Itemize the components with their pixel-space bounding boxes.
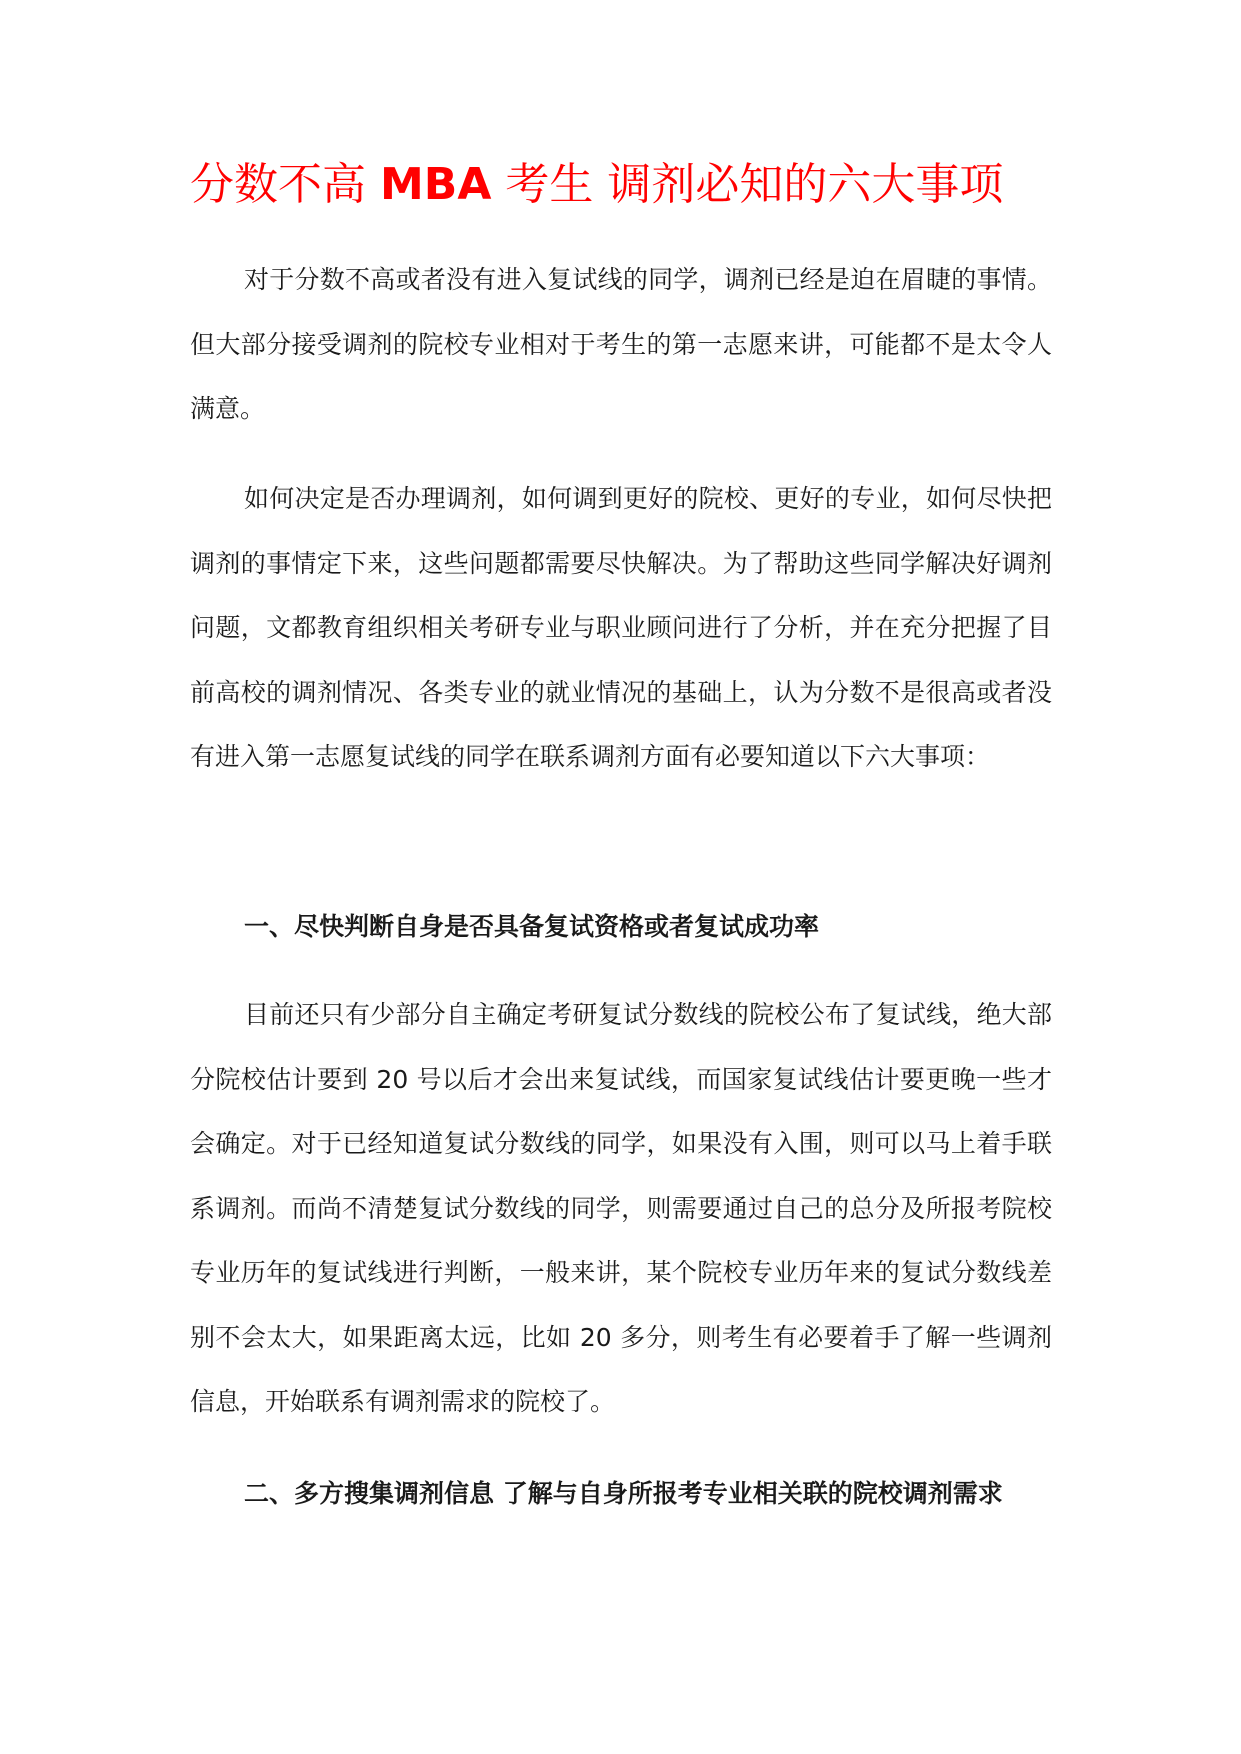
- title-text-part1: 分数不高: [190, 159, 380, 210]
- section-heading-2: 二、多方搜集调剂信息 了解与自身所报考专业相关联的院校调剂需求: [244, 1479, 1003, 1508]
- paragraph-intro: 对于分数不高或者没有进入复试线的同学，调剂已经是迫在眉睫的事情。但大部分接受调剂的院校专业相对于考生的第一志愿来讲，可能都不是太令人满意。: [190, 265, 1052, 423]
- document-title: [190, 150, 1090, 220]
- paragraph-overview: 如何决定是否办理调剂，如何调到更好的院校、更好的专业，如何尽快把调剂的事情定下来，这些问题都需要尽快解决。为了帮助这些同学解决好调剂问题，文都教育组织相关考研专业与职业顾问进行了分析，并在充分把握了目前高校的调剂情况、各类专业的就业情况的基础上，认为分数不是很高或者没有进入第一志愿复试线的同学在联系调剂方面有必要知道以下六大事项：: [190, 484, 1052, 771]
- title-text-mba: MBA: [380, 159, 492, 210]
- title-text-part2: 考生 调剂必知的六大事项: [491, 159, 1004, 210]
- paragraph-section-1: 目前还只有少部分自主确定考研复试分数线的院校公布了复试线，绝大部分院校估计要到 20 号以后才会出来复试线，而国家复试线估计要更晚一些才会确定。对于已经知道复试分数线的同学，如果没有入围，则可以马上着手联系调剂。而尚不清楚复试分数线的同学，则需要通过自己的总分及所报考院校专业历年的复试线进行判断，一般来讲，某个院校专业历年来的复试分数线差别不会太大，如果距离太远，比如 20 多分，则考生有必要着手了解一些调剂信息，开始联系有调剂需求的院校了。: [190, 1000, 1052, 1416]
- section-heading-1: 一、尽快判断自身是否具备复试资格或者复试成功率: [244, 912, 820, 941]
